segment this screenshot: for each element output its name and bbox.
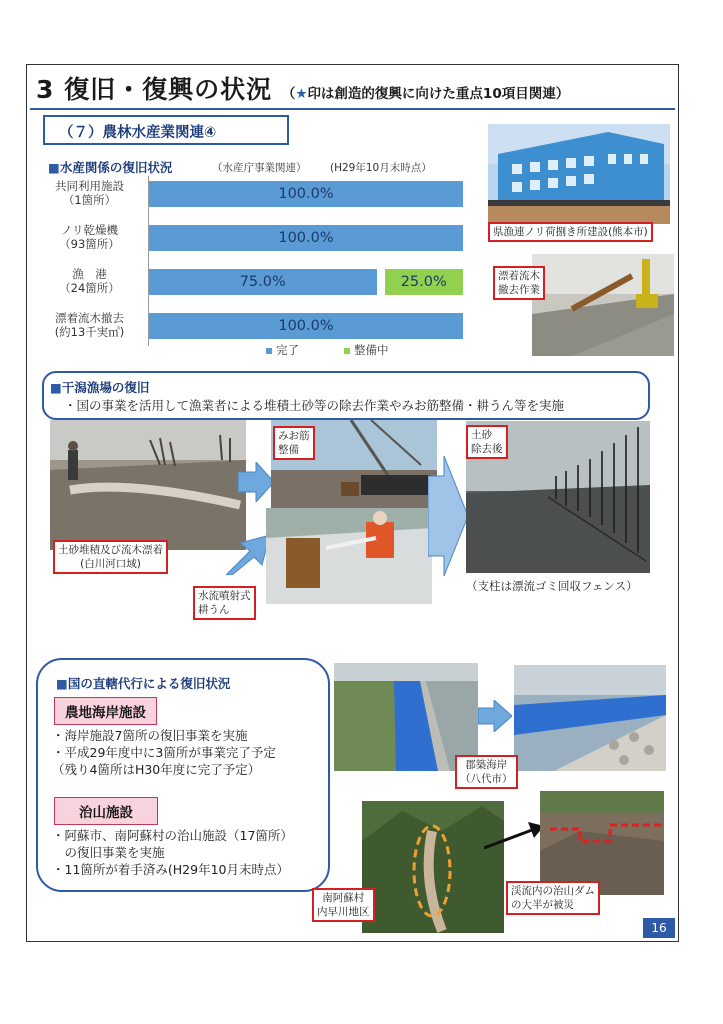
- dam-caption-line2: の大半が被災: [511, 899, 574, 911]
- title-note: [282, 86, 569, 102]
- farm-line-3: （残り4箇所はH30年度に完了予定）: [52, 762, 261, 777]
- farm-coast-list: [52, 727, 276, 778]
- channel-caption: [273, 426, 315, 460]
- fence-note: （支柱は漂流ゴミ回収フェンス）: [466, 579, 638, 593]
- mountain-line-2: の復旧事業を実施: [52, 845, 165, 860]
- chart-bar-value: 100.0%: [278, 230, 334, 246]
- chart-category-label: [32, 311, 147, 339]
- title-note-open: （: [281, 86, 296, 102]
- minamiaso-caption-line2: 内早川地区: [317, 906, 370, 918]
- arrow-pointer-icon: [484, 822, 544, 852]
- chart-bar: [149, 313, 463, 339]
- after-caption: [466, 425, 508, 459]
- gunchiku-caption-line2: （八代市）: [460, 773, 513, 785]
- title-main: 3 復旧・復興の状況: [36, 75, 273, 104]
- dam-caption: [506, 881, 600, 915]
- square-bullet-icon: ■: [56, 676, 68, 691]
- chart-category-label: [32, 223, 147, 251]
- chart-category-line: 共同利用施設: [55, 179, 124, 193]
- building-photo: [488, 124, 670, 224]
- arrow-diagonal-icon: [226, 535, 270, 575]
- chart-category-line: ノリ乾燥機: [60, 223, 119, 237]
- chart-category-line: （93箇所）: [59, 237, 120, 251]
- legend-in-progress: [344, 342, 389, 358]
- driftwood-caption: [493, 266, 545, 300]
- chart-bar: [149, 269, 377, 295]
- sediment-caption-line2: (白川河口域): [80, 558, 141, 570]
- chart-bar-value: 100.0%: [278, 186, 334, 202]
- chart-bar-value: 100.0%: [278, 318, 334, 334]
- chart-bar: [149, 225, 463, 251]
- sediment-caption-line1: 土砂堆積及び流木漂着: [58, 544, 163, 556]
- driftwood-photo: [532, 254, 674, 356]
- fisheries-heading: [48, 158, 172, 176]
- mountain-line-1: ・阿蘇市、南阿蘇村の治山施設（17箇所）: [52, 828, 293, 843]
- title-underline: [30, 108, 675, 110]
- chart-bar-value: 25.0%: [400, 274, 447, 290]
- tidal-heading: [50, 378, 149, 396]
- chart-bar: [149, 181, 463, 207]
- page-number: 16: [643, 918, 675, 938]
- jet-caption: [193, 586, 256, 620]
- dam-caption-line1: 渓流内の治山ダム: [511, 885, 595, 897]
- arrow-right-coast-icon: [478, 700, 512, 732]
- minamiaso-caption-line1: 南阿蘇村: [322, 892, 365, 904]
- farm-coast-heading: 農地海岸施設: [54, 697, 157, 725]
- chart-category-label: [32, 179, 147, 207]
- farm-line-2: ・平成29年度中に3箇所が事業完了予定: [52, 745, 276, 760]
- jet-caption-line1: 水流噴射式: [198, 590, 251, 602]
- minamiaso-caption: [312, 888, 375, 922]
- page-title: [36, 70, 569, 106]
- arrow-right-large-icon: [428, 456, 468, 576]
- channel-caption-line1: みお筋: [278, 430, 310, 442]
- mountain-heading: 治山施設: [54, 797, 158, 825]
- sediment-photo: [50, 420, 246, 550]
- jet-photo: [266, 508, 432, 604]
- section-label: （７）農林水産業関連④: [43, 115, 289, 145]
- gunchiku-caption-line1: 郡築海岸: [465, 759, 508, 771]
- chart-category-line: 漁 港: [72, 267, 107, 281]
- gunchiku-caption: [455, 755, 518, 789]
- fisheries-source: （水産庁事業関連）: [212, 162, 307, 174]
- minamiaso-photo: [362, 801, 504, 933]
- chart-category-line: (約13千実㎥): [54, 325, 125, 339]
- legend-progress-label: 整備中: [354, 343, 389, 357]
- mountain-list: [52, 827, 293, 878]
- legend-complete-label: 完了: [276, 343, 299, 357]
- mountain-line-3: ・11箇所が着手済み(H29年10月末時点）: [52, 862, 289, 877]
- dam-photo: [540, 791, 664, 895]
- coast-after-photo: [514, 665, 666, 771]
- chart-category-line: （24箇所）: [59, 281, 120, 295]
- star-icon: ★: [295, 86, 308, 102]
- sediment-caption: [53, 540, 168, 574]
- square-bullet-icon: ■: [50, 380, 62, 395]
- driftwood-caption-line2: 撤去作業: [498, 284, 540, 296]
- national-heading: [56, 674, 230, 692]
- channel-caption-line2: 整備: [278, 444, 299, 456]
- chart-category-line: （1箇所）: [62, 193, 117, 207]
- jet-caption-line2: 耕うん: [198, 604, 230, 616]
- legend-progress-swatch: [344, 348, 350, 354]
- fisheries-date: (H29年10月末時点）: [330, 162, 432, 174]
- title-note-text: 印は創造的復興に向けた重点10項目関連）: [307, 86, 570, 102]
- after-caption-line1: 土砂: [471, 429, 492, 441]
- fisheries-heading-text: 水産関係の復旧状況: [59, 160, 173, 175]
- tidal-heading-text: 干潟漁場の復旧: [61, 380, 150, 395]
- driftwood-caption-line1: 漂着流木: [498, 270, 540, 282]
- square-bullet-icon: ■: [48, 160, 60, 175]
- tidal-description: ・国の事業を活用して漁業者による堆積土砂等の除去作業やみお筋整備・耕うん等を実施: [64, 398, 565, 413]
- arrow-right-icon: [238, 462, 274, 502]
- chart-category-label: [32, 267, 147, 295]
- building-caption: 県漁連ノリ荷捌き所建設(熊本市): [488, 222, 653, 242]
- chart-bar-value: 75.0%: [239, 274, 286, 290]
- farm-line-1: ・海岸施設7箇所の復旧事業を実施: [52, 728, 248, 743]
- national-heading-text: 国の直轄代行による復旧状況: [67, 676, 231, 691]
- legend-complete-swatch: [266, 348, 272, 354]
- legend-complete: [266, 342, 299, 358]
- after-caption-line2: 除去後: [471, 443, 503, 455]
- chart-bar: [385, 269, 464, 295]
- chart-category-line: 漂着流木撤去: [55, 311, 124, 325]
